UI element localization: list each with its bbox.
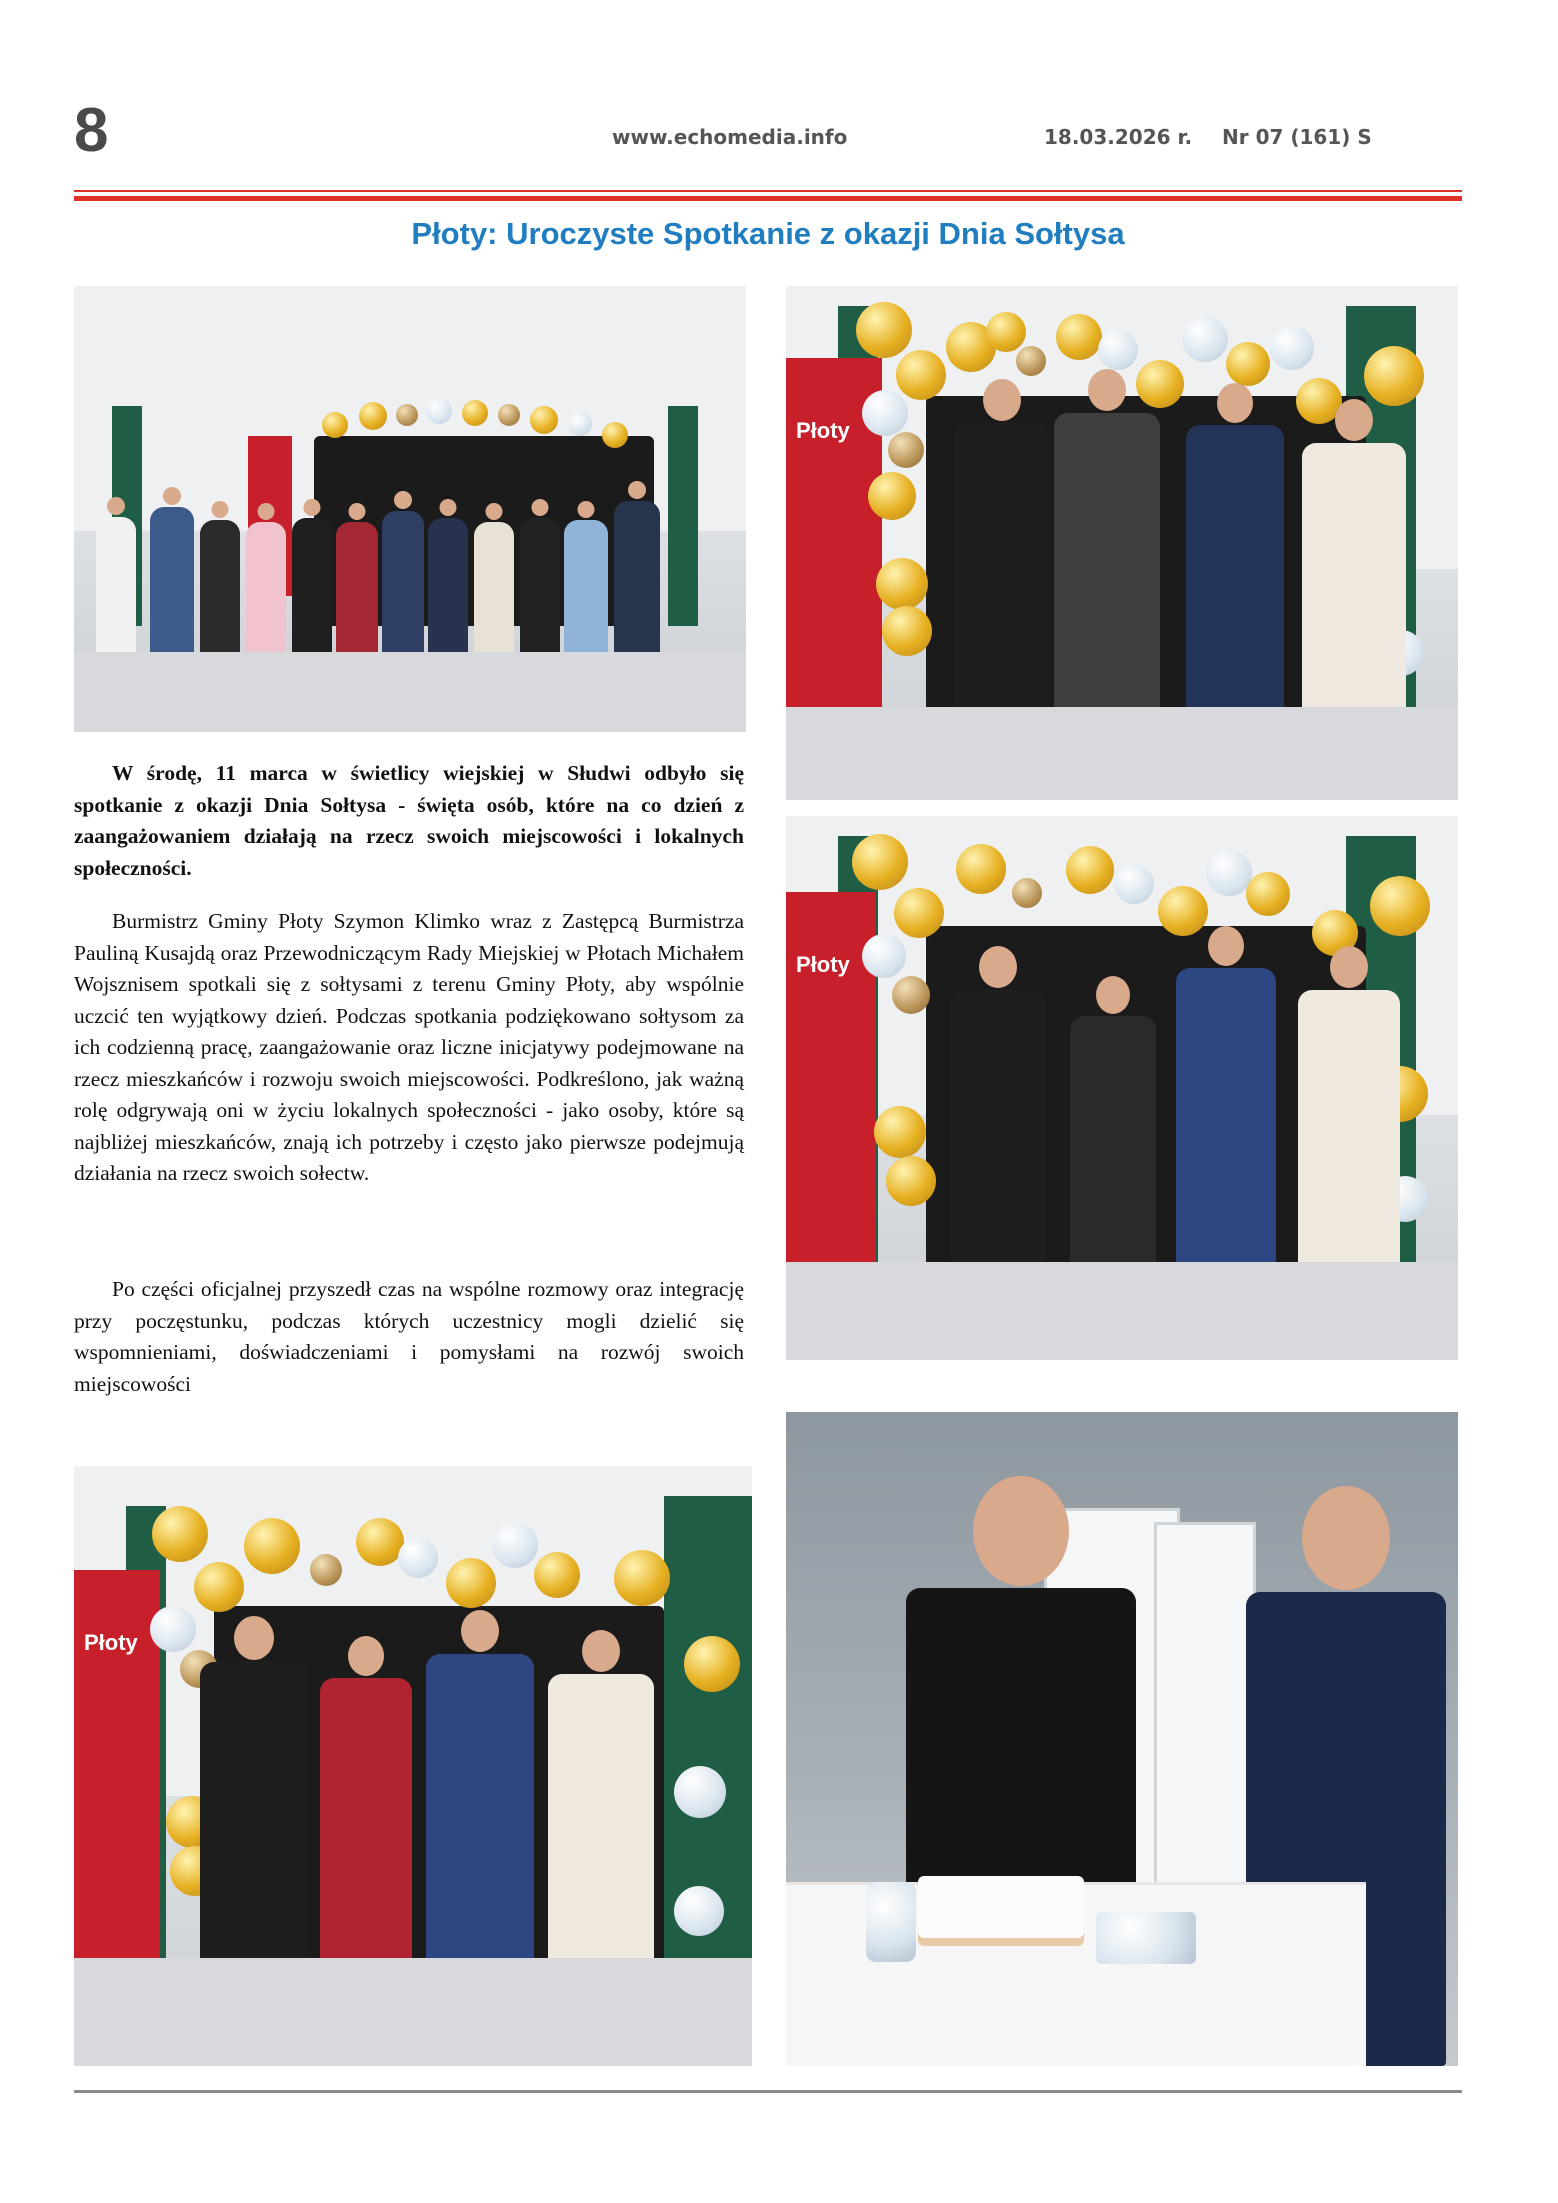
article-headline: Płoty: Uroczyste Spotkanie z okazji Dnia Sołtysa xyxy=(411,216,1125,251)
issue-date: 18.03.2026 r. xyxy=(1044,125,1193,149)
footer-rule xyxy=(74,2090,1462,2093)
photo-group xyxy=(74,286,746,732)
article-paragraph-2: Po części oficjalnej przyszedł czas na wspólne rozmowy oraz integrację przy poczęstunku, podczas których uczestnicy mogli dzielić się wspomnieniami, doświadczeniami i pomysłami na rozwój swoich miejscowości xyxy=(74,1277,744,1396)
header-rule-thick xyxy=(74,196,1462,201)
banner-text: Płoty xyxy=(796,952,850,977)
issue-number: Nr 07 (161) S xyxy=(1222,125,1372,149)
photo-four-people-2 xyxy=(786,816,1458,1360)
photo-four-people-1 xyxy=(786,286,1458,800)
article-lead: W środę, 11 marca w świetlicy wiejskiej w Słudwi odbyło się spotkanie z okazji Dnia Sołtysa - święta osób, które na co dzień z zaangażowaniem działają na rzecz swoich miejscowości i lokalnych społeczności. xyxy=(74,761,744,880)
photo-cake-cutting xyxy=(786,1412,1458,2066)
header-rule-thin xyxy=(74,190,1462,192)
banner-text: Płoty xyxy=(796,418,850,443)
article-paragraph-1: Burmistrz Gminy Płoty Szymon Klimko wraz z Zastępcą Burmistrza Pauliną Kusajdą oraz Przewodniczącym Rady Miejskiej w Płotach Michałem Wojsznisem spotkali się z sołtysami z terenu Gminy Płoty, aby wspólnie uczcić ten wyjątkowy dzień. Podczas spotkania podziękowano sołtysom za ich codzienną pracę, zaangażowanie oraz liczne inicjatywy podejmowane na rzecz mieszkańców i rozwoju swoich miejscowości. Podkreślono, jak ważną rolę odgrywają oni w życiu lokalnych społeczności - jako osoby, które są najbliżej mieszkańców, znają ich potrzeby i często jako pierwsze podejmują działania na rzecz swoich sołectw. xyxy=(74,909,744,1185)
site-url: www.echomedia.info xyxy=(612,125,848,149)
photo-four-people-3 xyxy=(74,1466,752,2066)
banner-text: Płoty xyxy=(84,1630,138,1655)
page-number: 8 xyxy=(74,96,109,165)
